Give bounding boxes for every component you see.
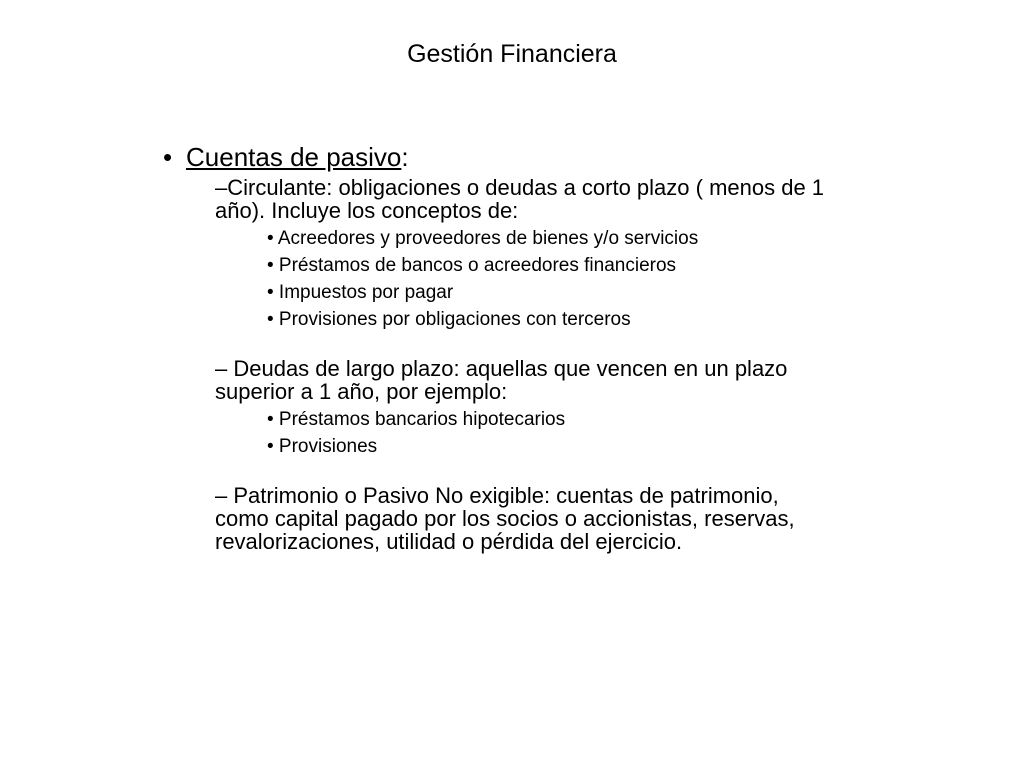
list-item: • Acreedores y proveedores de bienes y/o servicios xyxy=(267,228,699,249)
list-item: • Préstamos de bancos o acreedores financieros xyxy=(267,255,677,276)
section-largo-plazo: – Deudas de largo plazo: aquellas que vencen en un plazo superior a 1 año, por ejemplo: xyxy=(215,356,788,404)
heading-suffix: : xyxy=(401,142,409,172)
list-item: • Préstamos bancarios hipotecarios xyxy=(267,409,566,430)
section-circulante: –Circulante: obligaciones o deudas a corto plazo ( menos de 1 año). Incluye los conceptos de: xyxy=(215,175,825,223)
slide-content xyxy=(163,142,863,553)
bullet-icon: • xyxy=(163,142,173,172)
list-item: • Impuestos por pagar xyxy=(267,282,454,303)
list-item: • Provisiones por obligaciones con terceros xyxy=(267,309,631,330)
section-patrimonio: – Patrimonio o Pasivo No exigible: cuentas de patrimonio, como capital pagado por los socios o accionistas, reservas, revalorizaciones, utilidad o pérdida del ejercicio. xyxy=(215,483,795,554)
largo-plazo-items xyxy=(163,406,863,460)
heading-label: Cuentas de pasivo xyxy=(186,142,402,172)
list-item: • Provisiones xyxy=(267,436,378,457)
heading-bullet-point xyxy=(163,142,863,172)
slide-title: Gestión Financiera xyxy=(407,40,617,68)
circulante-items xyxy=(163,225,863,333)
